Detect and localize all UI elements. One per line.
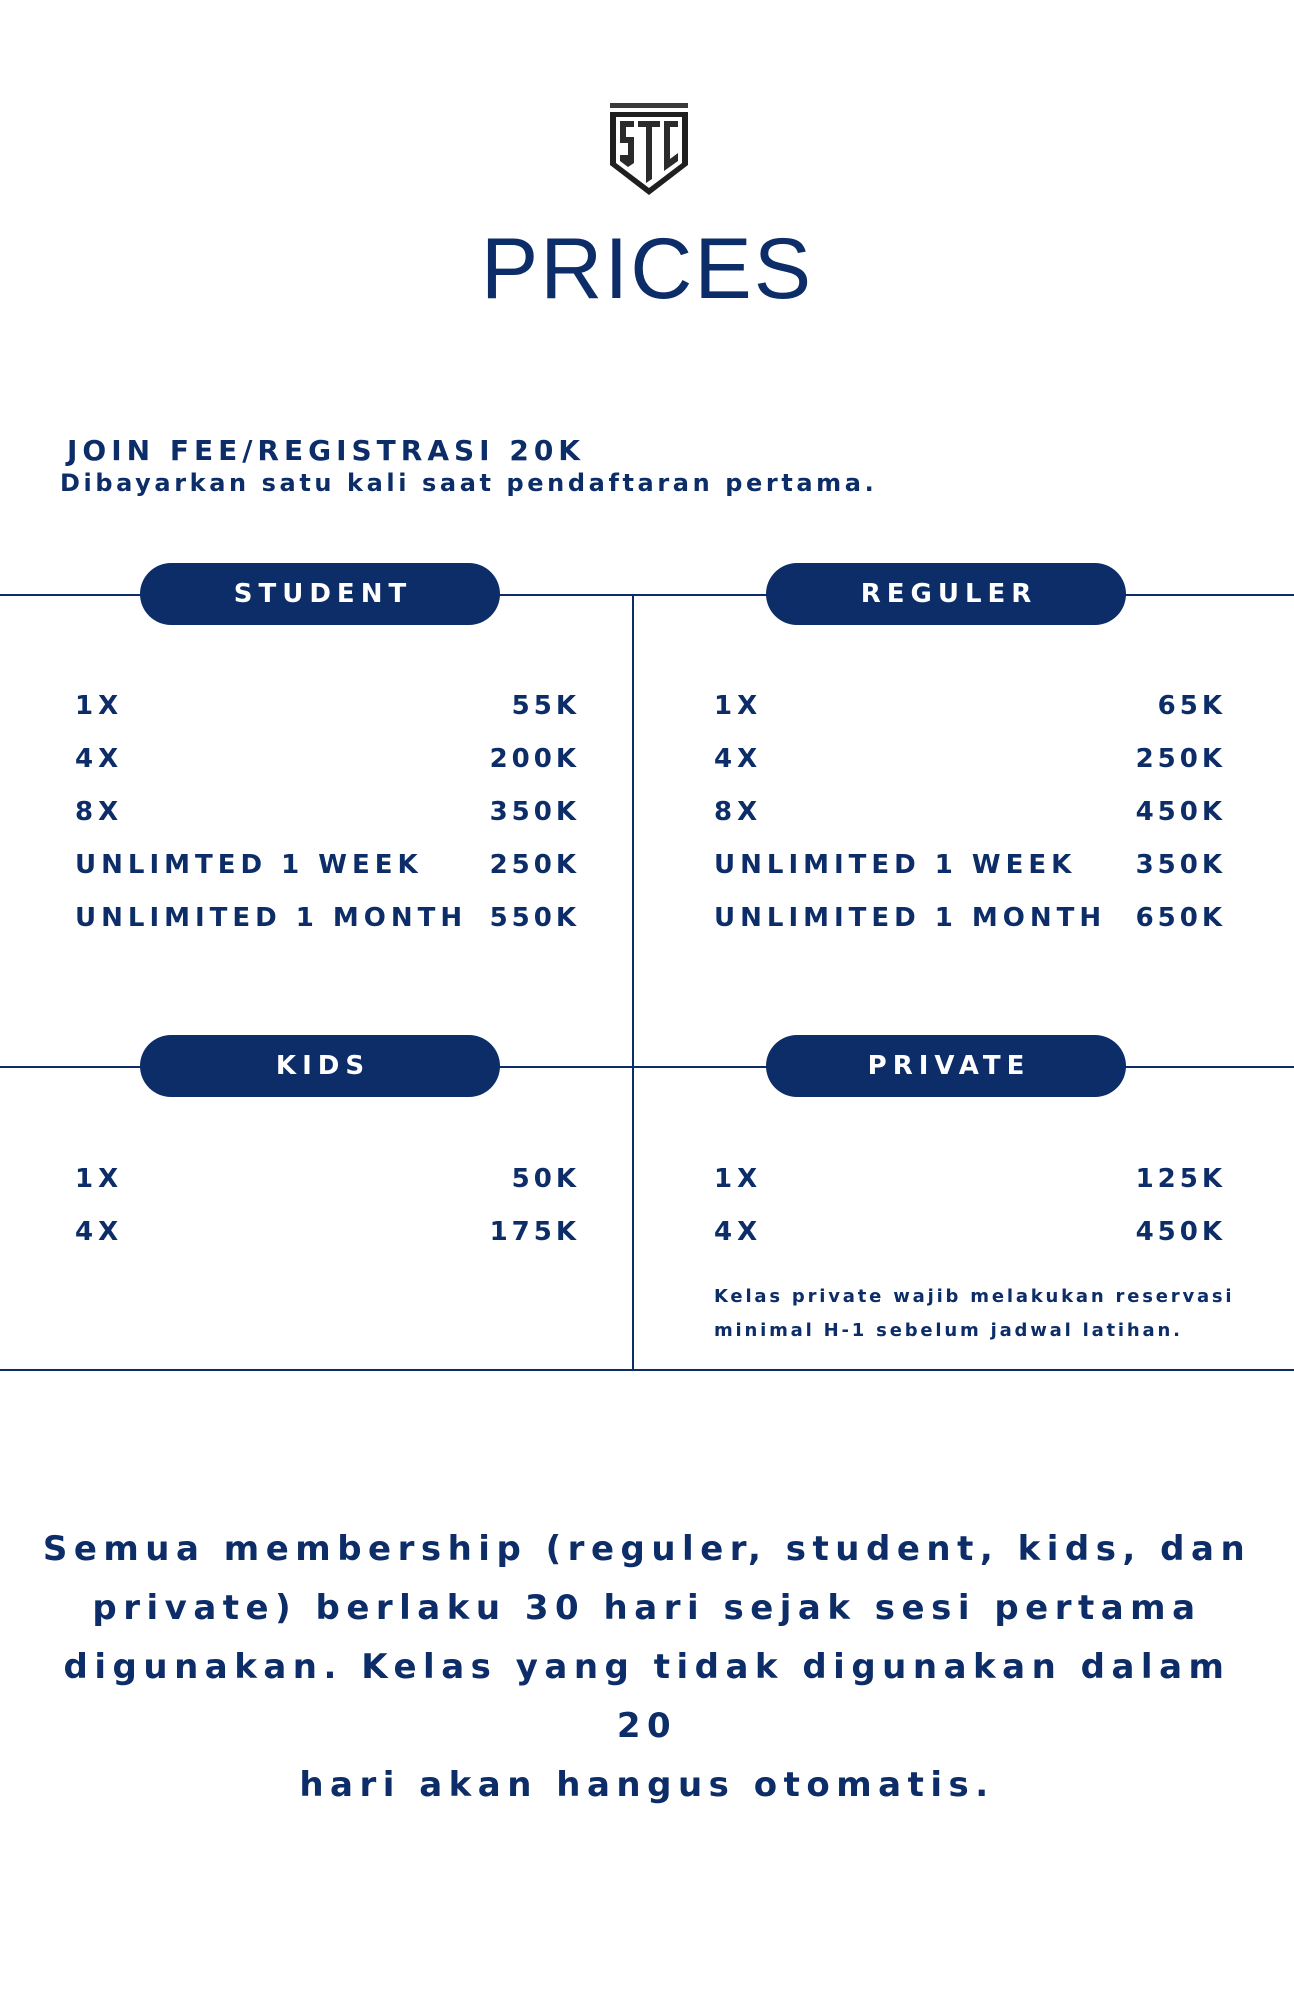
page-title: PRICES: [480, 221, 814, 317]
row-price: 200K: [489, 744, 580, 774]
row-price: 350K: [1135, 850, 1226, 880]
row-price: 550K: [489, 903, 580, 933]
terms-line: hari akan hangus otomatis.: [299, 1765, 995, 1805]
row-name: 4X: [75, 744, 124, 774]
row-name: 1X: [714, 691, 763, 721]
terms-line: digunakan. Kelas yang tidak digunakan dalam 20: [63, 1647, 1231, 1746]
section-kids-header: KIDS: [140, 1035, 500, 1097]
reguler-row: [714, 903, 1226, 933]
terms-line: Semua membership (reguler, student, kids, dan: [42, 1529, 1252, 1569]
shield-logo-icon: [608, 103, 690, 195]
kids-row: [75, 1217, 580, 1247]
row-price: 125K: [1135, 1164, 1226, 1194]
row-price: 650K: [1135, 903, 1226, 933]
reguler-row: [714, 744, 1226, 774]
row-price: 250K: [1135, 744, 1226, 774]
reguler-row: [714, 850, 1226, 880]
divider-vertical: [632, 594, 634, 1371]
student-row: [75, 797, 580, 827]
private-row: [714, 1217, 1226, 1247]
reguler-row: [714, 691, 1226, 721]
student-row: [75, 691, 580, 721]
row-name: UNLIMTED 1 WEEK: [75, 850, 423, 880]
section-private-header: PRIVATE: [766, 1035, 1126, 1097]
section-reguler-header: REGULER: [766, 563, 1126, 625]
student-row: [75, 903, 580, 933]
row-name: 4X: [714, 1217, 763, 1247]
row-name: UNLIMITED 1 MONTH: [714, 903, 1107, 933]
private-note: [714, 1280, 1274, 1348]
row-name: UNLIMITED 1 WEEK: [714, 850, 1077, 880]
row-price: 450K: [1135, 1217, 1226, 1247]
row-price: 250K: [489, 850, 580, 880]
student-row: [75, 744, 580, 774]
row-name: 1X: [714, 1164, 763, 1194]
row-name: 1X: [75, 691, 124, 721]
row-name: UNLIMITED 1 MONTH: [75, 903, 468, 933]
row-price: 175K: [489, 1217, 580, 1247]
row-name: 4X: [714, 744, 763, 774]
private-note-line: minimal H-1 sebelum jadwal latihan.: [714, 1320, 1183, 1341]
student-row: [75, 850, 580, 880]
terms-line: private) berlaku 30 hari sejak sesi pertama: [92, 1588, 1202, 1628]
row-price: 50K: [511, 1164, 580, 1194]
row-price: 55K: [511, 691, 580, 721]
row-name: 4X: [75, 1217, 124, 1247]
row-price: 350K: [489, 797, 580, 827]
section-student-header: STUDENT: [140, 563, 500, 625]
membership-terms: [40, 1520, 1254, 1815]
row-name: 8X: [714, 797, 763, 827]
private-row: [714, 1164, 1226, 1194]
divider-bottom: [0, 1369, 1294, 1371]
kids-row: [75, 1164, 580, 1194]
private-note-line: Kelas private wajib melakukan reservasi: [714, 1286, 1235, 1307]
row-price: 65K: [1157, 691, 1226, 721]
reguler-row: [714, 797, 1226, 827]
row-name: 8X: [75, 797, 124, 827]
join-fee-subtitle: Dibayarkan satu kali saat pendaftaran pertama.: [60, 469, 878, 497]
row-price: 450K: [1135, 797, 1226, 827]
row-name: 1X: [75, 1164, 124, 1194]
join-fee-title: JOIN FEE/REGISTRASI 20K: [67, 434, 586, 467]
